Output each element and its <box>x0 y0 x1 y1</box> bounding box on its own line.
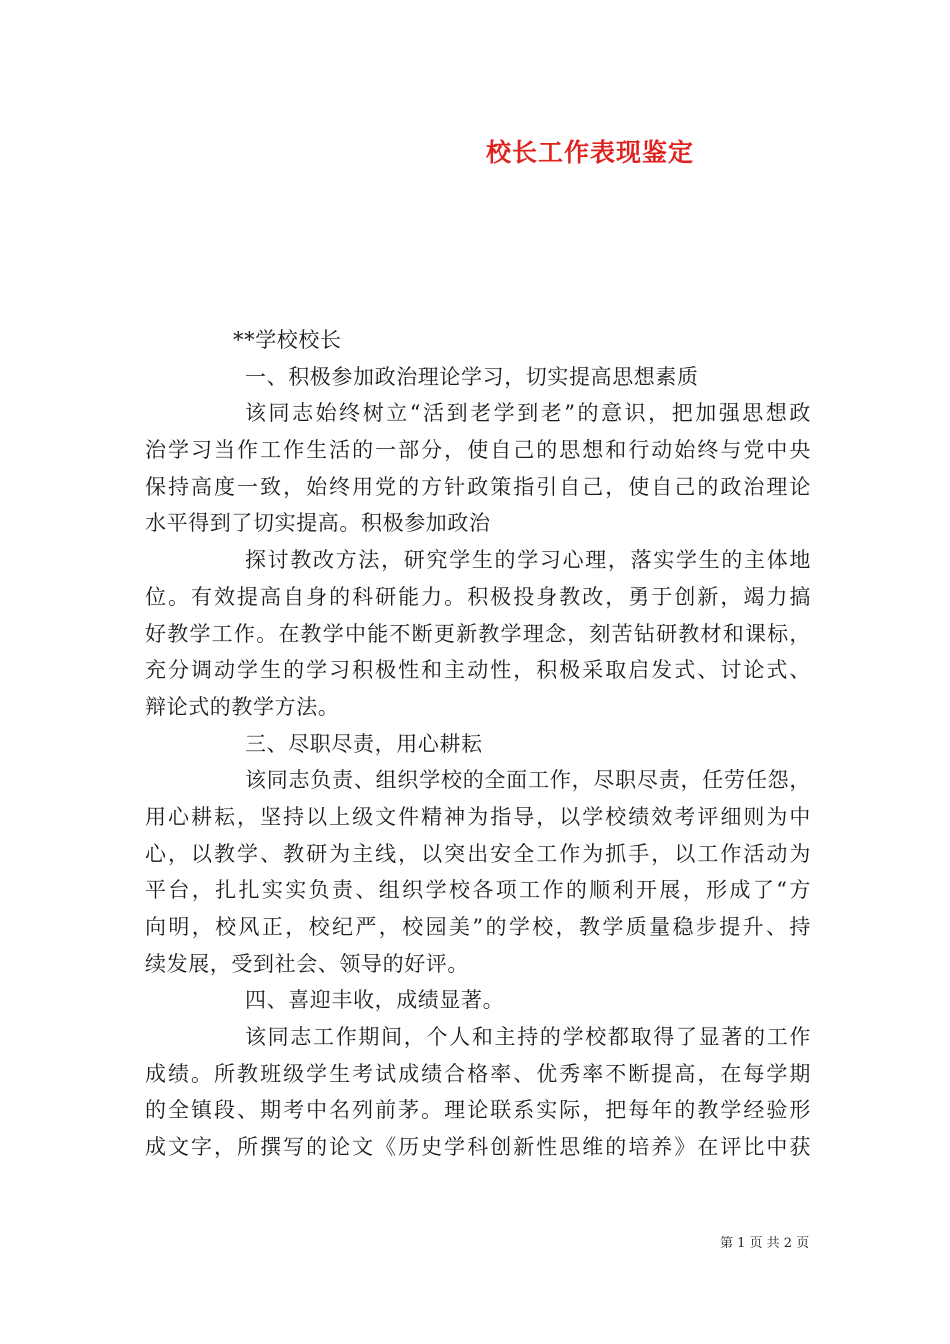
body-line: 用心耕耘，坚持以上级文件精神为指导，以学校绩效考评细则为中 <box>145 804 811 829</box>
body-line: 的全镇段、期考中名列前茅。理论联系实际，把每年的教学经验形 <box>145 1098 811 1123</box>
body-line: 探讨教改方法，研究学生的学习心理，落实学生的主体地 <box>245 548 811 573</box>
body-line: 平台，扎扎实实负责、组织学校各项工作的顺利开展，形成了“方 <box>145 878 811 903</box>
body-line: 向明，校风正，校纪严，校园美”的学校，教学质量稳步提升、持 <box>145 915 811 939</box>
body-line: 治学习当作工作生活的一部分，使自己的思想和行动始终与党中央 <box>145 438 811 463</box>
body-line: 充分调动学生的学习积极性和主动性，积极采取启发式、讨论式、 <box>145 658 811 683</box>
body-line: 四、喜迎丰收，成绩显著。 <box>245 988 505 1013</box>
body-line: **学校校长 <box>233 328 342 352</box>
body-line: 保持高度一致，始终用党的方针政策指引自己，使自己的政治理论 <box>145 474 811 499</box>
body-line: 一、积极参加政治理论学习，切实提高思想素质 <box>245 364 699 389</box>
body-line: 成绩。所教班级学生考试成绩合格率、优秀率不断提高，在每学期 <box>145 1061 811 1086</box>
document-body <box>145 322 811 1166</box>
body-line: 辩论式的教学方法。 <box>145 694 340 719</box>
body-line: 该同志工作期间，个人和主持的学校都取得了显著的工作 <box>245 1025 811 1050</box>
page-number-footer: 第 1 页 共 2 页 <box>720 1236 810 1251</box>
body-line: 续发展，受到社会、领导的好评。 <box>145 951 469 976</box>
body-line: 该同志始终树立“活到老学到老”的意识，把加强思想政 <box>245 401 811 426</box>
document-title: 校长工作表现鉴定 <box>486 138 695 167</box>
body-line: 位。有效提高自身的科研能力。积极投身教改，勇于创新，竭力搞 <box>145 584 811 609</box>
body-line: 三、尽职尽责，用心耕耘 <box>245 731 483 756</box>
body-line: 该同志负责、组织学校的全面工作，尽职尽责，任劳任怨， <box>245 768 811 793</box>
body-line: 成文字，所撰写的论文《历史学科创新性思维的培养》在评比中获 <box>145 1135 811 1160</box>
body-line: 心，以教学、教研为主线，以突出安全工作为抓手，以工作活动为 <box>145 841 811 866</box>
body-line: 好教学工作。在教学中能不断更新教学理念，刻苦钻研教材和课标， <box>145 621 811 646</box>
body-line: 水平得到了切实提高。积极参加政治 <box>145 511 491 536</box>
